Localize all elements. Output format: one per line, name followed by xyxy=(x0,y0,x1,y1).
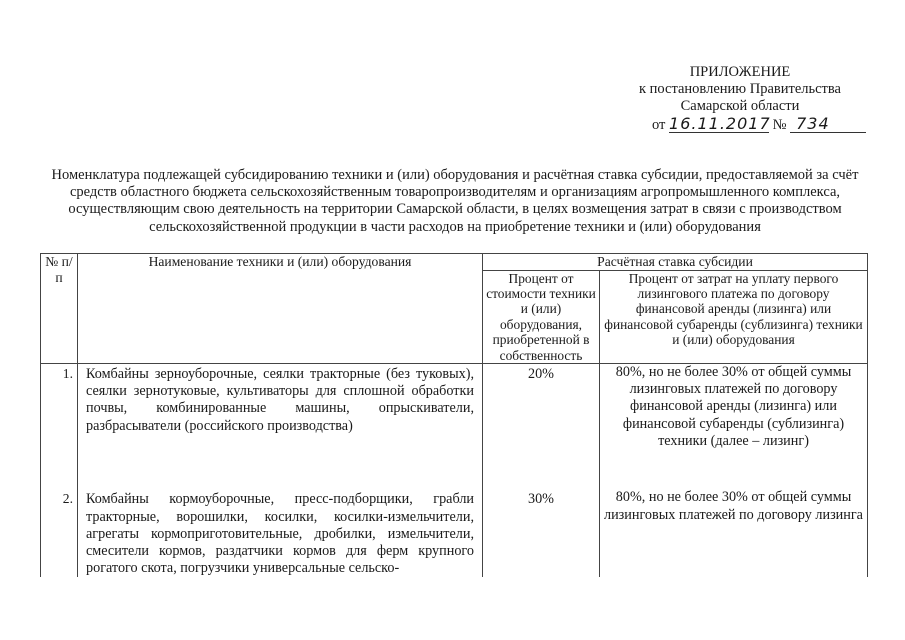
row-number: 1. xyxy=(41,363,78,489)
handwritten-date: 16.11.2017 xyxy=(669,114,771,133)
appendix-line-1: к постановлению Правительства xyxy=(639,81,841,97)
nomenclature-table xyxy=(40,253,868,577)
header-rate-lease: Процент от затрат на уплату первого лизингового платежа по договору финансовой аренды (лизинга) или финансовой субаренды (сублизинга) техники и (или) оборудования xyxy=(600,270,868,363)
handwritten-number: 734 xyxy=(790,116,866,133)
row-rate-own: 30% xyxy=(483,489,600,577)
row-rate-lease: 80%, но не более 30% от общей суммы лизинговых платежей по договору лизинга xyxy=(600,489,868,577)
document-header xyxy=(600,64,880,134)
header-number: № п/п xyxy=(41,254,78,364)
row-name: Комбайны кормоуборочные, пресс-подборщики, грабли тракторные, ворошилки, косилки, косилки-измельчители, агрегаты кормоприготовительные, дробилки, измельчители, смесители кормов, раздатчики кормов для ферм крупного рогатого скота, погрузчики универсальные сельско- xyxy=(78,489,483,577)
date-line xyxy=(600,116,880,134)
row-rate-lease: 80%, но не более 30% от общей суммы лизинговых платежей по договору финансовой аренды (лизинга) или финансовой субаренды (сублизинга) техники (далее – лизинг) xyxy=(600,363,868,489)
header-rate-own: Процент от стоимости техники и (или) оборудования, приобретенной в собственность xyxy=(483,270,600,363)
row-number: 2. xyxy=(41,489,78,577)
header-rate: Расчётная ставка субсидии xyxy=(483,254,868,271)
number-prefix: № xyxy=(772,117,787,133)
table-row xyxy=(41,363,868,489)
row-rate-own: 20% xyxy=(483,363,600,489)
appendix-title: ПРИЛОЖЕНИЕ xyxy=(689,64,791,80)
header-name: Наименование техники и (или) оборудования xyxy=(78,254,483,364)
document-title: Номенклатура подлежащей субсидированию техники и (или) оборудования и расчётная ставка субсидии, предоставляемой за счёт средств областного бюджета сельскохозяйственным товаропроизводителям и организациям агропромышленного комплекса, осуществляющим свою деятельность на территории Самарской области, в целях возмещения затрат в связи с производством сельскохозяйственной продукции в части расходов на приобретение техники и (или) оборудования xyxy=(51,167,859,235)
row-name: Комбайны зерноуборочные, сеялки тракторные (без туковых), сеялки зернотуковые, культиваторы для сплошной обработки почвы, комбинированные машины, опрыскиватели, разбрасыватели (российского производства) xyxy=(78,363,483,489)
date-prefix: от xyxy=(652,117,666,133)
appendix-line-2: Самарской области xyxy=(680,98,800,114)
table-row xyxy=(41,489,868,577)
